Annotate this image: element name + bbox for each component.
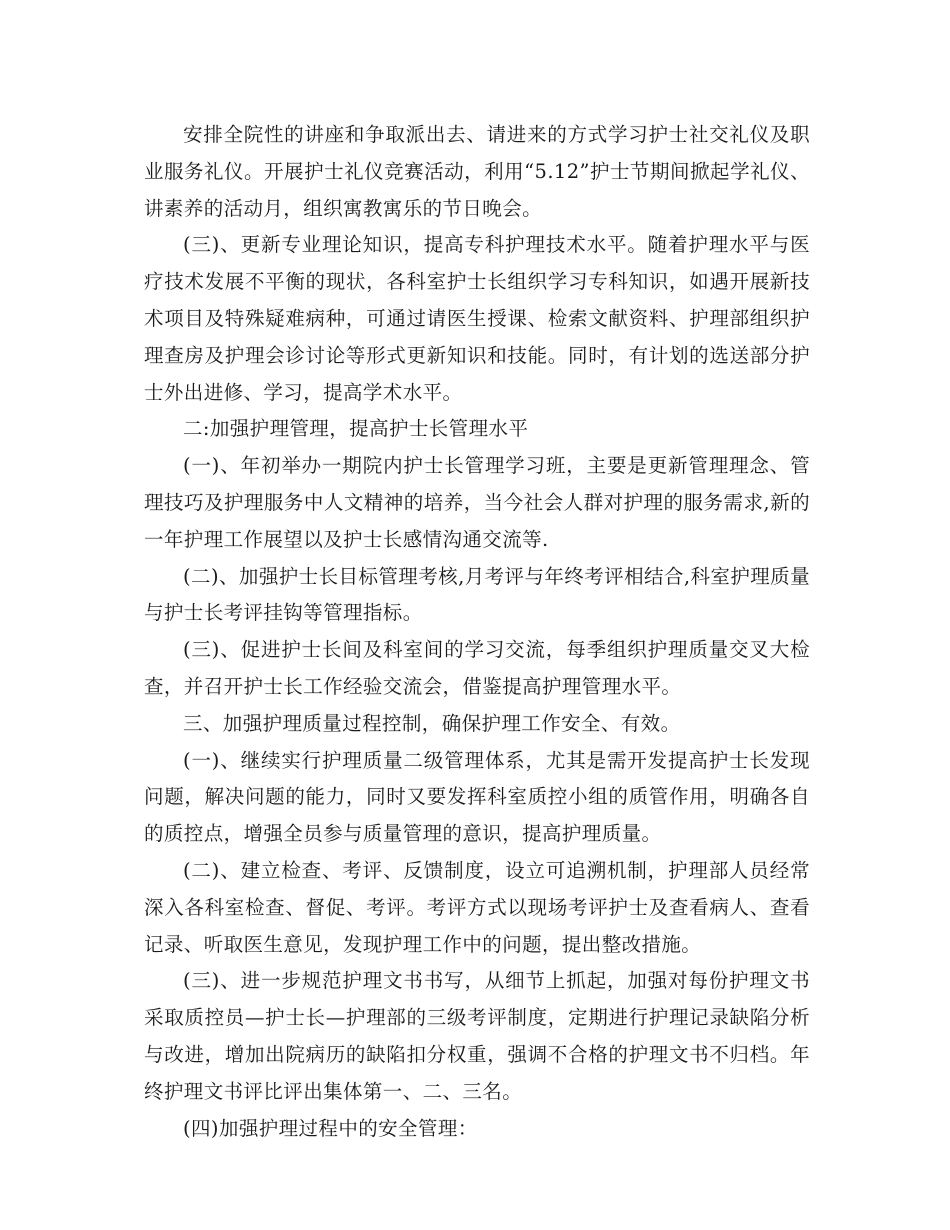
section-heading-quality-control: 三、加强护理质量过程控制，确保护理工作安全、有效。 (183, 711, 681, 735)
paragraph-nursing-documents: (三)、进一步规范护理文书书写，从细节上抓起，加强对每份护理文书采取质控员—护士长—护理部的三级考评制度，定期进行护理记录缺陷分析与改进，增加出院病历的缺陷扣分权重，强调不合格的护理文书不归档。年终护理文书评比评出集体第一、二、三名。 (144, 969, 810, 1103)
paragraph-inspection-feedback: (二)、建立检查、考评、反馈制度，设立可追溯机制，护理部人员经常深入各科室检查、督促、考评。考评方式以现场考评护士及查看病人、查看记录、听取医生意见，发现护理工作中的问题，提出整改措施。 (144, 858, 810, 956)
paragraph-head-nurse-class: (一)、年初举办一期院内护士长管理学习班，主要是更新管理理念、管理技巧及护理服务中人文精神的培养，当今社会人群对护理的服务需求,新的一年护理工作展望以及护士长感情沟通交流等. (144, 454, 810, 551)
section-heading-management: 二:加强护理管理，提高护士长管理水平 (183, 417, 529, 441)
paragraph-etiquette-training: 安排全院性的讲座和争取派出去、请进来的方式学习护士社交礼仪及职业服务礼仪。开展护士礼仪竞赛活动，利用“5.12”护士节期间掀起学礼仪、讲素养的活动月，组织寓教寓乐的节日晚会。 (144, 123, 810, 220)
paragraph-two-level-system: (一)、继续实行护理质量二级管理体系，尤其是需开发提高护士长发现问题，解决问题的能力，同时又要发挥科室质控小组的质管作用，明确各自的质控点，增强全员参与质量管理的意识，提高护理质量。 (144, 748, 810, 846)
paragraph-exchange: (三)、促进护士长间及科室间的学习交流，每季组织护理质量交叉大检查，并召开护士长工作经验交流会，借鉴提高护理管理水平。 (144, 638, 810, 698)
paragraph-update-knowledge: (三)、更新专业理论知识，提高专科护理技术水平。随着护理水平与医疗技术发展不平衡的现状，各科室护士长组织学习专科知识，如遇开展新技术项目及特殊疑难病种，可通过请医生授课、检索文献资料、护理部组织护理查房及护理会诊讨论等形式更新知识和技能。同时，有计划的选送部分护士外出进修、学习，提高学术水平。 (144, 233, 810, 404)
paragraph-safety-management: (四)加强护理过程中的安全管理： (183, 1116, 478, 1140)
paragraph-target-assessment: (二)、加强护士长目标管理考核,月考评与年终考评相结合,科室护理质量与护士长考评挂钩等管理指标。 (144, 564, 810, 625)
